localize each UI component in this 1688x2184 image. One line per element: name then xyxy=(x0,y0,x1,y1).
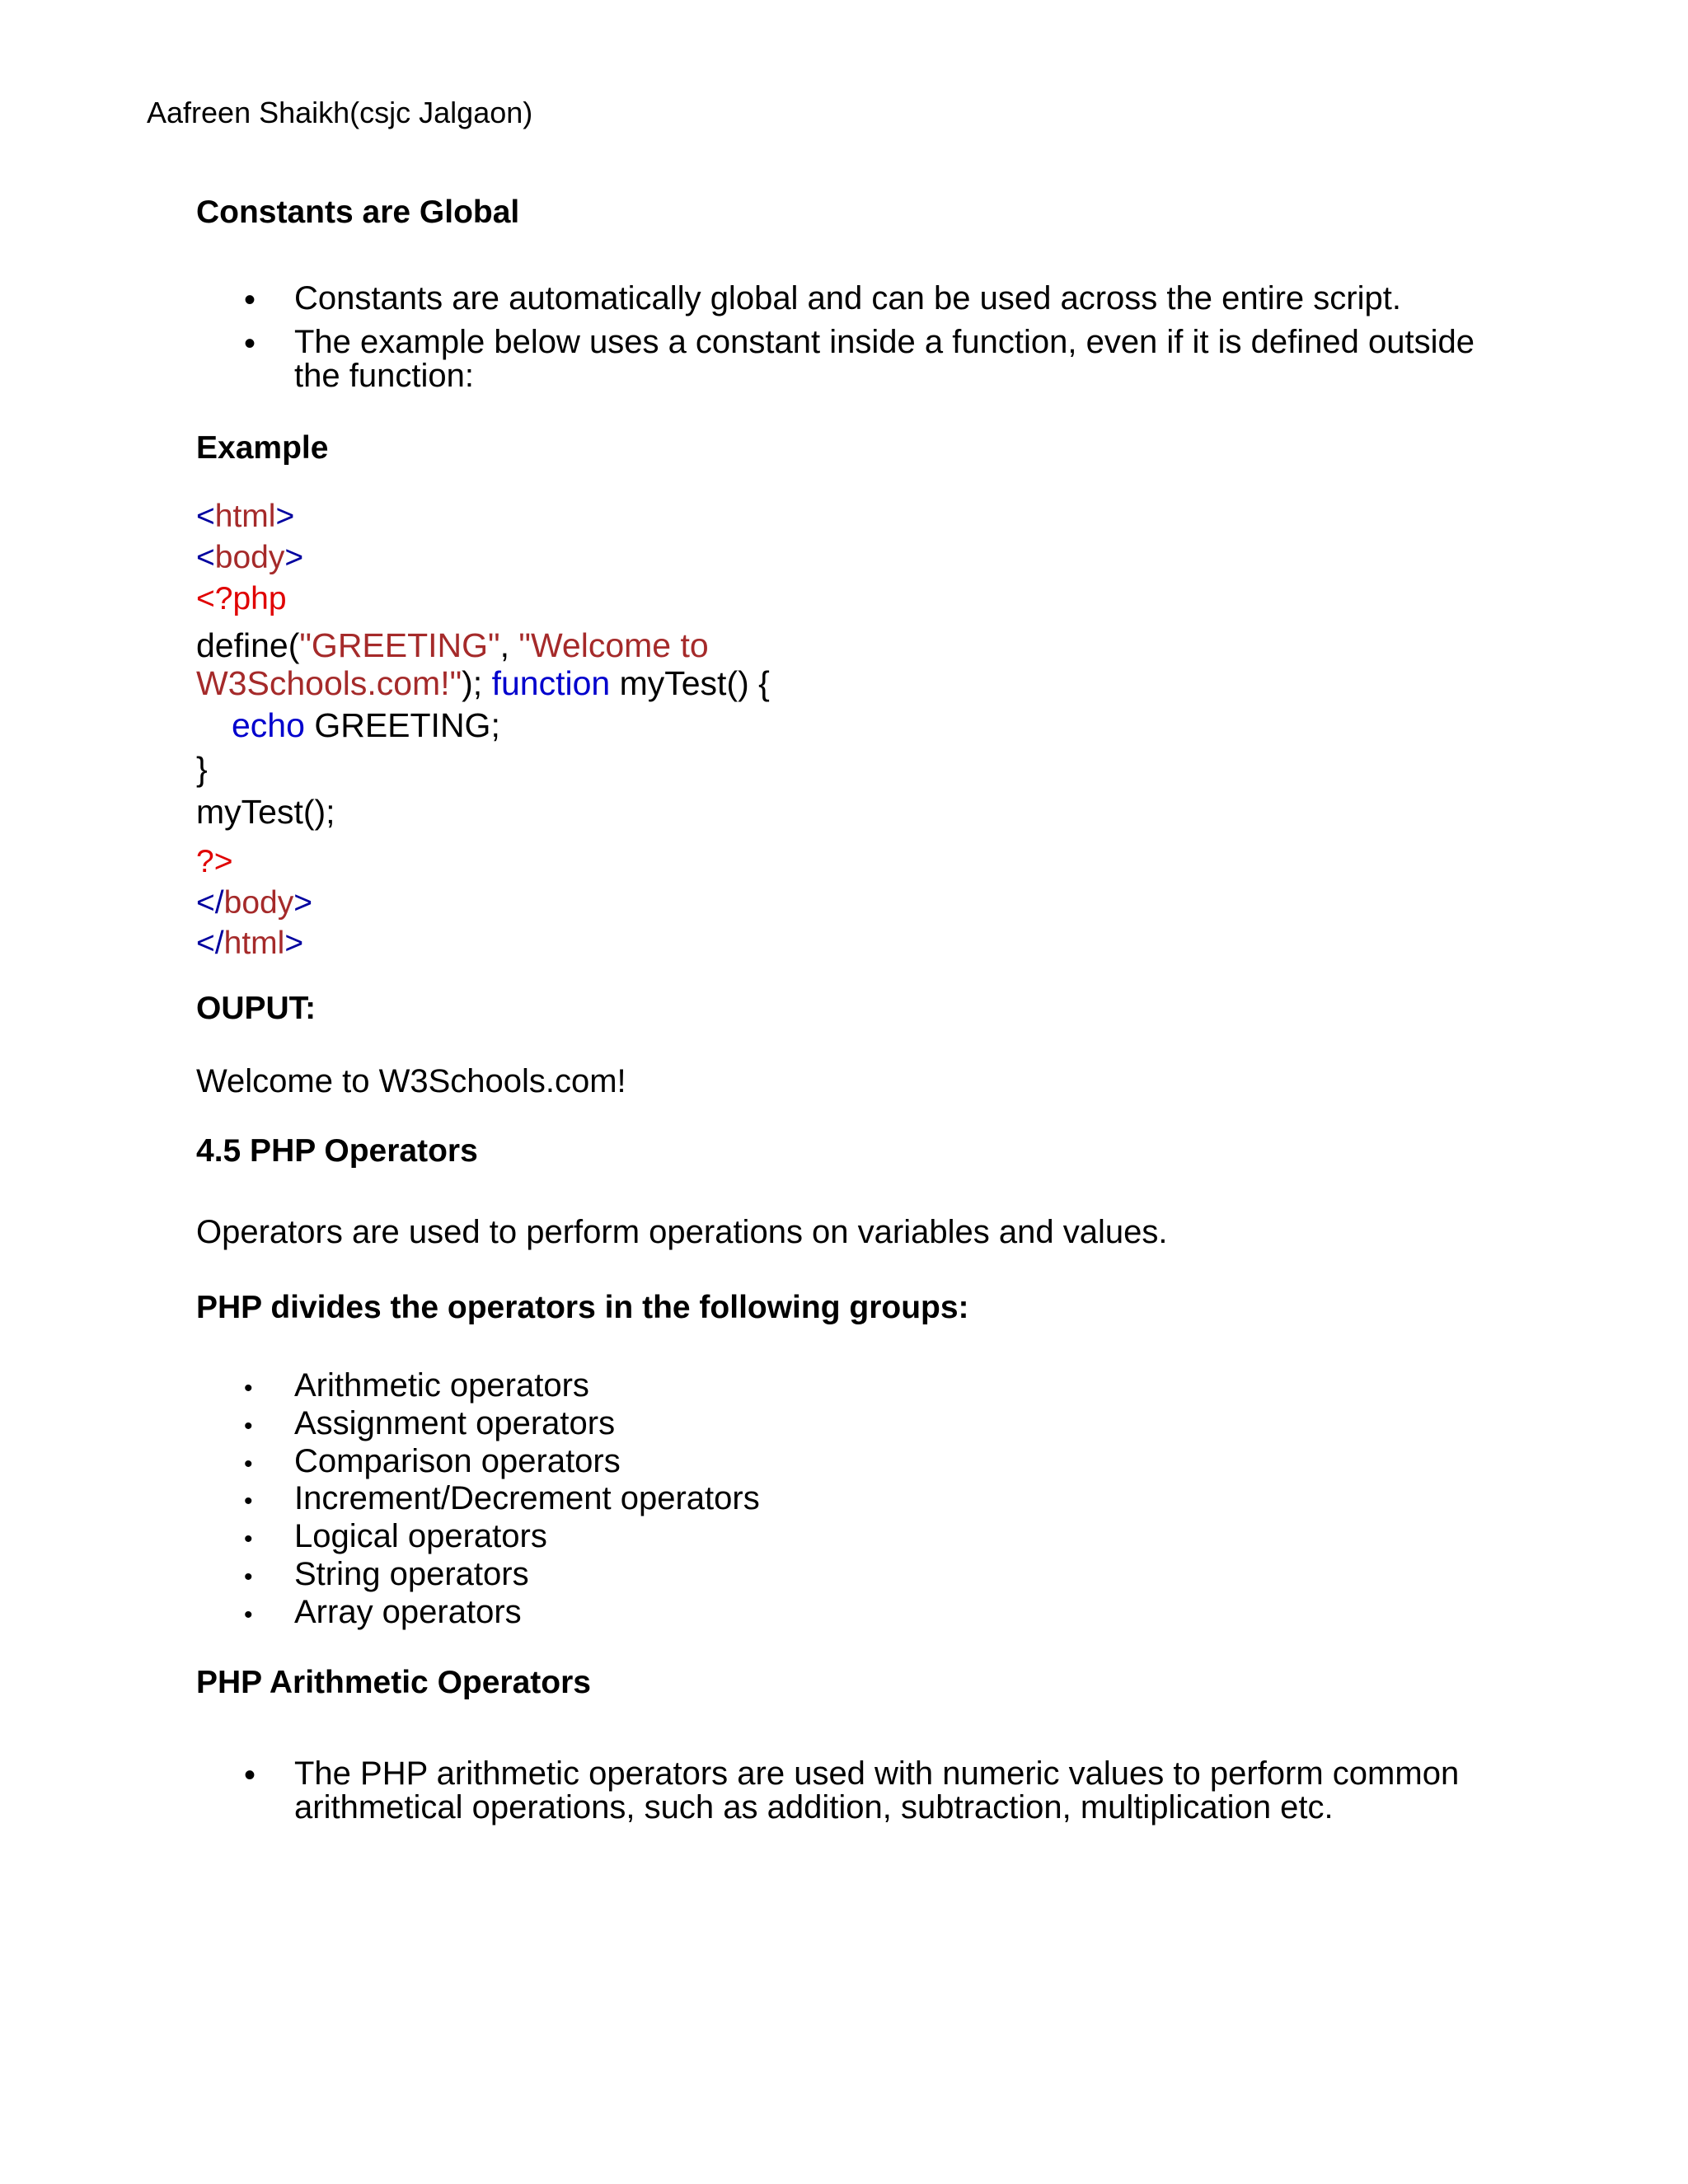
bullet-text: Constants are automatically global and can be used across the entire script. xyxy=(294,280,1401,316)
bullet-text-continued: the function: xyxy=(294,358,474,394)
code-line: </body> xyxy=(196,885,312,921)
bullet-dot: • xyxy=(244,282,256,318)
section-title-constants-global: Constants are Global xyxy=(196,194,520,230)
code-line: <body> xyxy=(196,540,304,575)
bullet-dot: • xyxy=(244,1451,253,1478)
code-line: W3Schools.com!"); function myTest() { xyxy=(196,664,770,702)
bullet-dot: • xyxy=(244,326,256,362)
page-header: Aafreen Shaikh(csjc Jalgaon) xyxy=(147,96,533,129)
bullet-dot: • xyxy=(244,1375,253,1402)
output-text: Welcome to W3Schools.com! xyxy=(196,1063,626,1099)
bullet-dot: • xyxy=(244,1488,253,1515)
bullet-dot: • xyxy=(244,1413,253,1440)
bullet-dot: • xyxy=(244,1601,253,1629)
code-line: } xyxy=(196,750,208,788)
operator-group-item: Increment/Decrement operators xyxy=(294,1480,760,1516)
bullet-dot: • xyxy=(244,1563,253,1591)
output-title: OUPUT: xyxy=(196,991,316,1026)
operator-group-item: Comparison operators xyxy=(294,1443,621,1479)
code-line: ?> xyxy=(196,844,233,879)
section-title-arithmetic-operators: PHP Arithmetic Operators xyxy=(196,1665,591,1700)
code-line: <html> xyxy=(196,499,295,534)
operator-group-item: Logical operators xyxy=(294,1518,547,1554)
bullet-text: The PHP arithmetic operators are used with numeric values to perform common xyxy=(294,1755,1460,1792)
operator-group-item: Arithmetic operators xyxy=(294,1367,589,1404)
bullet-text-continued: arithmetical operations, such as addition, subtraction, multiplication etc. xyxy=(294,1789,1334,1825)
bullet-dot: • xyxy=(244,1757,256,1793)
operator-group-item: Array operators xyxy=(294,1594,522,1630)
code-line: myTest(); xyxy=(196,793,335,831)
operators-intro: Operators are used to perform operations on variables and values. xyxy=(196,1214,1168,1250)
example-title: Example xyxy=(196,430,329,466)
operators-groups-title: PHP divides the operators in the following groups: xyxy=(196,1290,969,1325)
operator-group-item: String operators xyxy=(294,1556,529,1592)
operator-group-item: Assignment operators xyxy=(294,1405,616,1441)
bullet-dot: • xyxy=(244,1526,253,1553)
code-line: echo GREETING; xyxy=(232,706,500,744)
section-title-php-operators: 4.5 PHP Operators xyxy=(196,1133,478,1169)
code-line: </html> xyxy=(196,926,304,961)
code-line: <?php xyxy=(196,581,287,616)
bullet-text: The example below uses a constant inside a function, even if it is defined outside xyxy=(294,324,1475,360)
code-line: define("GREETING", "Welcome to xyxy=(196,626,709,664)
